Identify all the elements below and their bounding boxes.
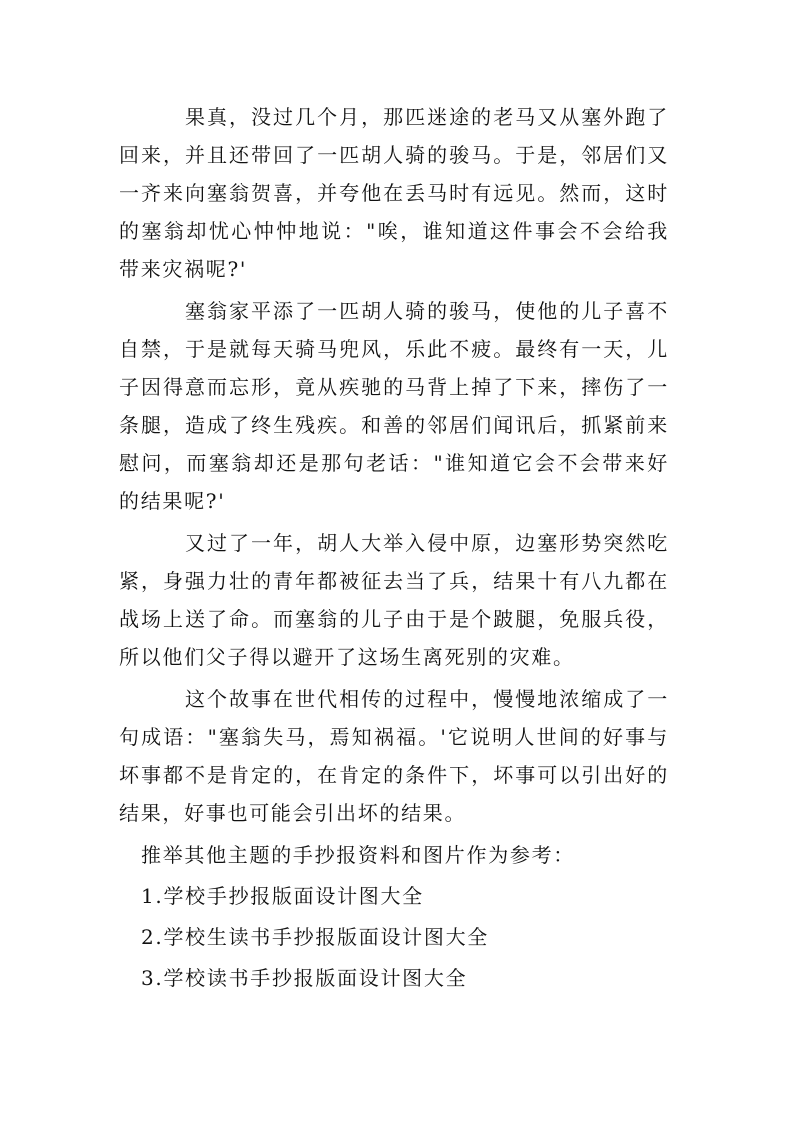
story-paragraph-2: 塞翁家平添了一匹胡人骑的骏马，使他的儿子喜不自禁，于是就每天骑马兜风，乐此不疲。最终有一天，儿子因得意而忘形，竟从疾驰的马背上掉了下来，摔伤了一条腿，造成了终生残疾。和善的邻居们闻讯后，抓紧前来慰问，而塞翁却还是那句老话："谁知道它会不会带来好的结果呢?' <box>119 299 669 513</box>
recommend-item-2[interactable]: 2.学校生读书手抄报版面设计图大全 <box>141 925 489 949</box>
recommend-intro: 推举其他主题的手抄报资料和图片作为参考： <box>141 843 575 867</box>
story-paragraph-4: 这个故事在世代相传的过程中，慢慢地浓缩成了一句成语："塞翁失马，焉知祸福。'它说明人世间的好事与坏事都不是肯定的，在肯定的条件下，坏事可以引出好的结果，好事也可能会引出坏的结果。 <box>119 687 669 825</box>
story-paragraph-1: 果真，没过几个月，那匹迷途的老马又从塞外跑了回来，并且还带回了一匹胡人骑的骏马。于是，邻居们又一齐来向塞翁贺喜，并夸他在丢马时有远见。然而，这时的塞翁却忧心忡忡地说："唉，谁知道这件事会不会给我带来灾祸呢?' <box>119 105 669 281</box>
recommend-item-1[interactable]: 1.学校手抄报版面设计图大全 <box>141 884 424 908</box>
document-body <box>119 98 669 997</box>
story-paragraph-3: 又过了一年，胡人大举入侵中原，边塞形势突然吃紧，身强力壮的青年都被征去当了兵，结果十有八九都在战场上送了命。而塞翁的儿子由于是个跛腿，免服兵役，所以他们父子得以避开了这场生离死别的灾难。 <box>119 531 669 669</box>
recommend-item-3[interactable]: 3.学校读书手抄报版面设计图大全 <box>141 966 468 990</box>
recommend-list <box>119 877 669 997</box>
